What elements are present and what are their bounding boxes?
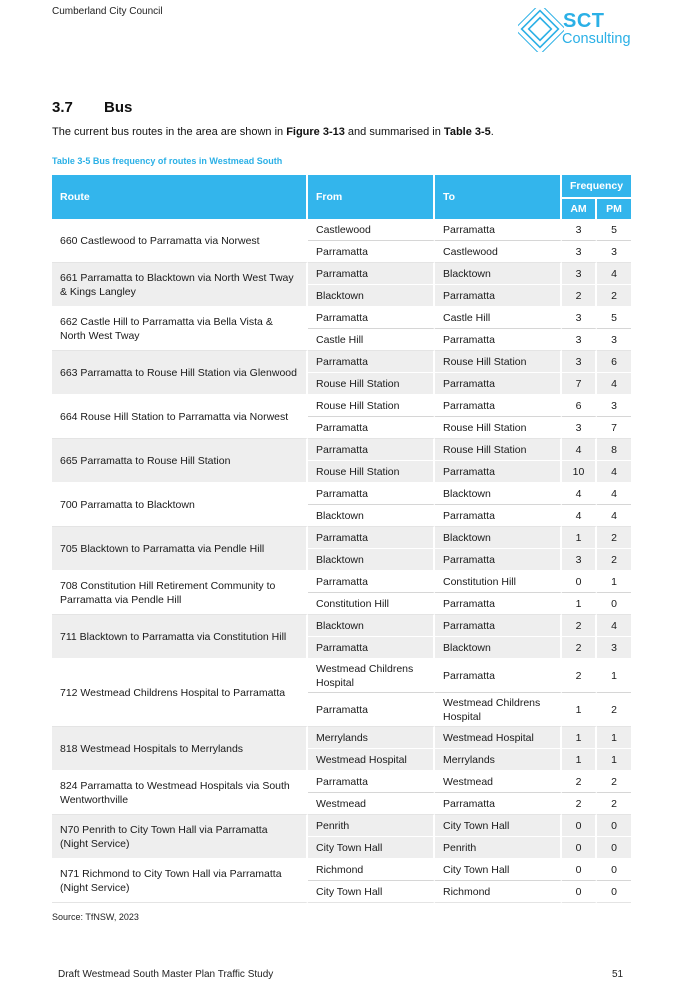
am-cell: 3 — [562, 549, 597, 571]
from-cell: Rouse Hill Station — [308, 373, 435, 395]
table-reference: Table 3-5 — [443, 126, 491, 138]
to-cell: Blacktown — [435, 527, 562, 549]
to-cell: Rouse Hill Station — [435, 439, 562, 461]
route-group — [52, 219, 631, 263]
to-cell: Parramatta — [435, 395, 562, 417]
from-cell: Westmead Hospital — [308, 749, 435, 771]
header-am: AM — [562, 199, 597, 219]
to-cell: City Town Hall — [435, 859, 562, 881]
am-cell: 0 — [562, 881, 597, 903]
to-cell: Parramatta — [435, 373, 562, 395]
table-caption: Table 3-5 Bus frequency of routes in Westmead South — [52, 156, 283, 166]
from-cell: Parramatta — [308, 693, 435, 727]
sct-consulting-logo — [518, 8, 638, 52]
to-cell: Rouse Hill Station — [435, 417, 562, 439]
pm-cell: 4 — [597, 461, 631, 483]
from-cell: Westmead Childrens Hospital — [308, 659, 435, 693]
from-cell: Castle Hill — [308, 329, 435, 351]
route-group — [52, 859, 631, 903]
pm-cell: 4 — [597, 373, 631, 395]
pm-cell: 3 — [597, 329, 631, 351]
to-cell: Westmead Childrens Hospital — [435, 693, 562, 727]
to-cell: Castle Hill — [435, 307, 562, 329]
to-cell: Westmead Hospital — [435, 727, 562, 749]
route-group — [52, 815, 631, 859]
from-cell: Constitution Hill — [308, 593, 435, 615]
route-name: 818 Westmead Hospitals to Merrylands — [52, 727, 308, 771]
from-cell: Parramatta — [308, 263, 435, 285]
from-cell: Blacktown — [308, 285, 435, 307]
route-name: 708 Constitution Hill Retirement Community to Parramatta via Pendle Hill — [52, 571, 308, 615]
route-name: N70 Penrith to City Town Hall via Parramatta (Night Service) — [52, 815, 308, 859]
from-cell: Westmead — [308, 793, 435, 815]
route-group — [52, 351, 631, 395]
to-cell: Merrylands — [435, 749, 562, 771]
route-name: 664 Rouse Hill Station to Parramatta via Norwest — [52, 395, 308, 439]
header-organisation: Cumberland City Council — [52, 6, 163, 17]
pm-cell: 3 — [597, 395, 631, 417]
route-group — [52, 727, 631, 771]
pm-cell: 6 — [597, 351, 631, 373]
route-name: 663 Parramatta to Rouse Hill Station via Glenwood — [52, 351, 308, 395]
am-cell: 4 — [562, 483, 597, 505]
to-cell: Parramatta — [435, 615, 562, 637]
header-route: Route — [52, 175, 308, 219]
pm-cell: 4 — [597, 483, 631, 505]
figure-reference: Figure 3-13 — [286, 126, 345, 138]
route-group — [52, 307, 631, 351]
pm-cell: 2 — [597, 771, 631, 793]
from-cell: Castlewood — [308, 219, 435, 241]
route-name: 660 Castlewood to Parramatta via Norwest — [52, 219, 308, 263]
table-source: Source: TfNSW, 2023 — [52, 912, 139, 922]
from-cell: City Town Hall — [308, 881, 435, 903]
header-pm: PM — [597, 199, 631, 219]
intro-text: The current bus routes in the area are shown in — [52, 126, 287, 138]
am-cell: 0 — [562, 571, 597, 593]
from-cell: Parramatta — [308, 351, 435, 373]
to-cell: Parramatta — [435, 219, 562, 241]
pm-cell: 5 — [597, 219, 631, 241]
am-cell: 6 — [562, 395, 597, 417]
to-cell: Blacktown — [435, 483, 562, 505]
am-cell: 2 — [562, 285, 597, 307]
from-cell: Parramatta — [308, 571, 435, 593]
to-cell: Parramatta — [435, 505, 562, 527]
pm-cell: 2 — [597, 527, 631, 549]
from-cell: City Town Hall — [308, 837, 435, 859]
from-cell: Richmond — [308, 859, 435, 881]
route-name: 824 Parramatta to Westmead Hospitals via South Wentworthville — [52, 771, 308, 815]
logo-text-sct: SCT — [563, 10, 605, 32]
am-cell: 1 — [562, 749, 597, 771]
am-cell: 1 — [562, 527, 597, 549]
route-name: 665 Parramatta to Rouse Hill Station — [52, 439, 308, 483]
to-cell: Parramatta — [435, 549, 562, 571]
intro-paragraph — [52, 126, 494, 138]
route-group — [52, 439, 631, 483]
from-cell: Parramatta — [308, 307, 435, 329]
section-title: Bus — [104, 99, 133, 116]
pm-cell: 2 — [597, 285, 631, 307]
pm-cell: 2 — [597, 793, 631, 815]
from-cell: Blacktown — [308, 615, 435, 637]
pm-cell: 1 — [597, 749, 631, 771]
am-cell: 0 — [562, 859, 597, 881]
from-cell: Rouse Hill Station — [308, 395, 435, 417]
am-cell: 2 — [562, 659, 597, 693]
pm-cell: 0 — [597, 593, 631, 615]
am-cell: 3 — [562, 241, 597, 263]
route-name: 712 Westmead Childrens Hospital to Parramatta — [52, 659, 308, 727]
to-cell: Constitution Hill — [435, 571, 562, 593]
diamond-logo-icon — [518, 8, 564, 52]
route-name: 662 Castle Hill to Parramatta via Bella Vista & North West Tway — [52, 307, 308, 351]
route-name: 711 Blacktown to Parramatta via Constitution Hill — [52, 615, 308, 659]
am-cell: 1 — [562, 727, 597, 749]
to-cell: City Town Hall — [435, 815, 562, 837]
am-cell: 7 — [562, 373, 597, 395]
route-name: N71 Richmond to City Town Hall via Parramatta (Night Service) — [52, 859, 308, 903]
am-cell: 2 — [562, 615, 597, 637]
footer-document-title: Draft Westmead South Master Plan Traffic Study — [58, 969, 274, 980]
route-group — [52, 571, 631, 615]
table-header — [52, 175, 631, 219]
am-cell: 2 — [562, 771, 597, 793]
am-cell: 3 — [562, 263, 597, 285]
from-cell: Parramatta — [308, 527, 435, 549]
from-cell: Parramatta — [308, 637, 435, 659]
from-cell: Penrith — [308, 815, 435, 837]
am-cell: 0 — [562, 815, 597, 837]
route-group — [52, 395, 631, 439]
to-cell: Blacktown — [435, 637, 562, 659]
am-cell: 0 — [562, 837, 597, 859]
to-cell: Blacktown — [435, 263, 562, 285]
header-to: To — [435, 175, 562, 219]
pm-cell: 4 — [597, 615, 631, 637]
am-cell: 1 — [562, 593, 597, 615]
pm-cell: 0 — [597, 815, 631, 837]
route-group — [52, 527, 631, 571]
to-cell: Westmead — [435, 771, 562, 793]
route-name: 700 Parramatta to Blacktown — [52, 483, 308, 527]
am-cell: 2 — [562, 793, 597, 815]
from-cell: Parramatta — [308, 417, 435, 439]
page-number: 51 — [612, 969, 624, 980]
route-name: 661 Parramatta to Blacktown via North West Tway & Kings Langley — [52, 263, 308, 307]
header-frequency: Frequency — [562, 175, 631, 199]
to-cell: Parramatta — [435, 593, 562, 615]
route-group — [52, 659, 631, 727]
am-cell: 1 — [562, 693, 597, 727]
am-cell: 3 — [562, 219, 597, 241]
pm-cell: 4 — [597, 263, 631, 285]
pm-cell: 0 — [597, 837, 631, 859]
to-cell: Parramatta — [435, 329, 562, 351]
am-cell: 3 — [562, 417, 597, 439]
from-cell: Parramatta — [308, 771, 435, 793]
route-group — [52, 263, 631, 307]
pm-cell: 2 — [597, 693, 631, 727]
from-cell: Parramatta — [308, 241, 435, 263]
from-cell: Parramatta — [308, 483, 435, 505]
pm-cell: 4 — [597, 505, 631, 527]
pm-cell: 3 — [597, 241, 631, 263]
route-group — [52, 615, 631, 659]
to-cell: Penrith — [435, 837, 562, 859]
header-from: From — [308, 175, 435, 219]
am-cell: 2 — [562, 637, 597, 659]
am-cell: 4 — [562, 439, 597, 461]
pm-cell: 1 — [597, 727, 631, 749]
route-group — [52, 771, 631, 815]
bus-frequency-table — [52, 175, 631, 903]
am-cell: 3 — [562, 329, 597, 351]
am-cell: 3 — [562, 351, 597, 373]
am-cell: 10 — [562, 461, 597, 483]
am-cell: 3 — [562, 307, 597, 329]
to-cell: Castlewood — [435, 241, 562, 263]
section-heading — [52, 99, 132, 116]
pm-cell: 1 — [597, 659, 631, 693]
am-cell: 4 — [562, 505, 597, 527]
pm-cell: 2 — [597, 549, 631, 571]
to-cell: Richmond — [435, 881, 562, 903]
route-name: 705 Blacktown to Parramatta via Pendle Hill — [52, 527, 308, 571]
intro-text-middle: and summarised in — [344, 126, 444, 138]
logo-text-consulting: Consulting — [562, 31, 631, 47]
from-cell: Merrylands — [308, 727, 435, 749]
intro-text-end: . — [490, 126, 494, 138]
from-cell: Blacktown — [308, 505, 435, 527]
to-cell: Parramatta — [435, 285, 562, 307]
route-group — [52, 483, 631, 527]
to-cell: Parramatta — [435, 793, 562, 815]
pm-cell: 0 — [597, 881, 631, 903]
to-cell: Parramatta — [435, 659, 562, 693]
pm-cell: 3 — [597, 637, 631, 659]
to-cell: Parramatta — [435, 461, 562, 483]
pm-cell: 8 — [597, 439, 631, 461]
pm-cell: 1 — [597, 571, 631, 593]
pm-cell: 5 — [597, 307, 631, 329]
to-cell: Rouse Hill Station — [435, 351, 562, 373]
from-cell: Blacktown — [308, 549, 435, 571]
pm-cell: 7 — [597, 417, 631, 439]
pm-cell: 0 — [597, 859, 631, 881]
from-cell: Rouse Hill Station — [308, 461, 435, 483]
section-number: 3.7 — [52, 99, 73, 116]
from-cell: Parramatta — [308, 439, 435, 461]
